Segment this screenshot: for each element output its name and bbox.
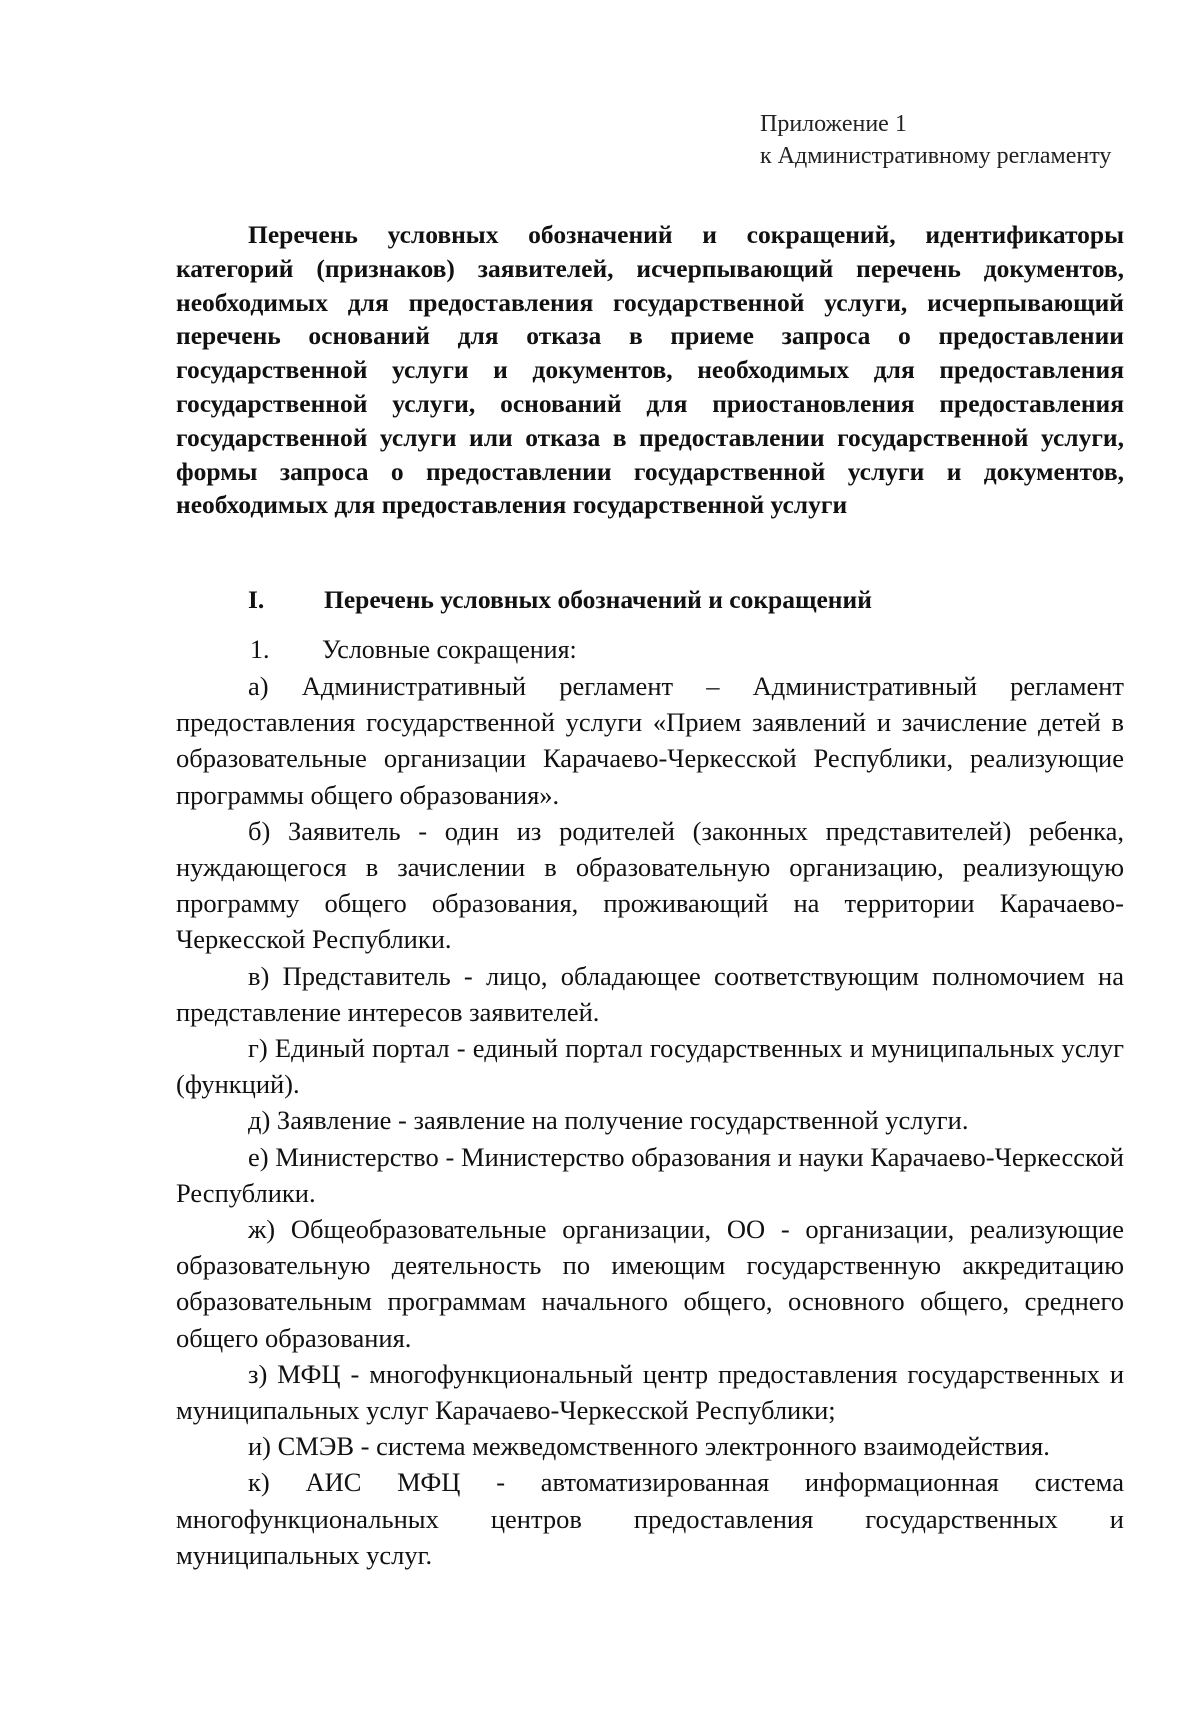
subsection-heading xyxy=(250,634,577,666)
definition-item: е) Министерство - Министерство образования и науки Карачаево-Черкесской Республики. xyxy=(176,1141,1124,1208)
appendix-line-1: Приложение 1 xyxy=(760,111,907,137)
definition-item: з) МФЦ - многофункциональный центр предоставления государственных и муниципальных услуг Карачаево-Черкесской Республики; xyxy=(176,1358,1124,1426)
definition-item: в) Представитель - лицо, обладающее соответствующим полномочием на представление интересов заявителей. xyxy=(176,960,1124,1027)
appendix-header xyxy=(760,108,1111,172)
definition-item: а) Административный регламент – Административный регламент предоставления государственной услуги «Прием заявлений и зачисление детей в образовательные организации Карачаево-Черкесской Республики, реализующие программы общего образования». xyxy=(176,671,1124,810)
subsection-title: Условные сокращения: xyxy=(322,635,577,664)
definition-item: и) СМЭВ - система межведомственного электронного взаимодействия. xyxy=(248,1431,1050,1462)
definition-item: б) Заявитель - один из родителей (законных представителей) ребенка, нуждающегося в зачислении в образовательную организацию, реализующую программу общего образования, проживающий на территории Карачаево-Черкесской Республики. xyxy=(176,815,1124,955)
appendix-line-2: к Административному регламенту xyxy=(760,143,1112,169)
definitions-list xyxy=(176,668,1124,1573)
document-title: Перечень условных обозначений и сокращений, идентификаторы категорий (признаков) заявителей, исчерпывающий перечень документов, необходимых для предоставления государственной услуги, исчерпывающий перечень оснований для отказа в приеме запроса о предоставлении государственной услуги и документов, необходимых для предоставления государственной услуги, оснований для приостановления предоставления государственной услуги или отказа в предоставлении государственной услуги, формы запроса о предоставлении государственной услуги и документов, необходимых для предоставления государственной услуги xyxy=(176,220,1124,520)
section-title: Перечень условных обозначений и сокращений xyxy=(324,585,872,614)
definition-item: ж) Общеобразовательные организации, ОО - организации, реализующие образовательную деятельность по имеющим государственную аккредитацию образовательным программам начального общего, основного общего, среднего общего образования. xyxy=(176,1214,1124,1353)
subsection-number: 1. xyxy=(250,635,270,664)
definition-item: к) АИС МФЦ - автоматизированная информационная система многофункциональных центров предоставления государственных и муниципальных услуг. xyxy=(176,1467,1124,1570)
definition-item: д) Заявление - заявление на получение государственной услуги. xyxy=(248,1105,969,1136)
section-heading xyxy=(248,584,872,616)
section-number: I. xyxy=(248,585,265,614)
definition-item: г) Единый портал - единый портал государственных и муниципальных услуг (функций). xyxy=(176,1033,1124,1100)
